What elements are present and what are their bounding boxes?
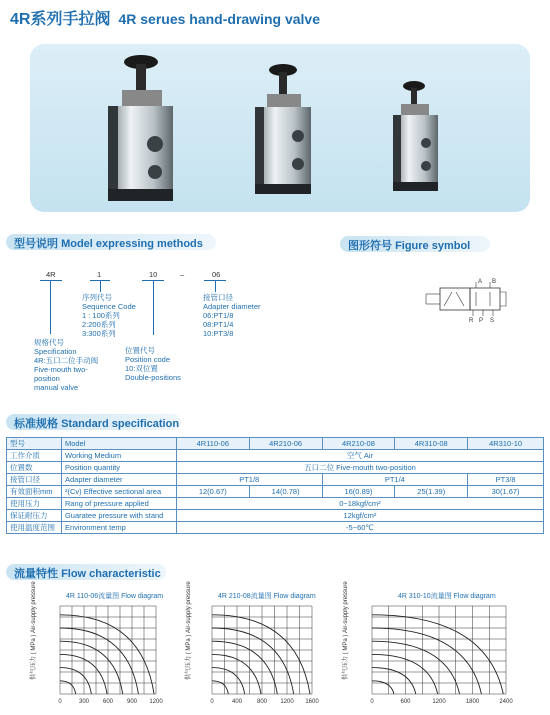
flow-curve [372, 615, 503, 694]
symbol-port-a: A [478, 279, 483, 285]
table-row: 型号 Model 4R110-06 4R210-06 4R210-08 4R310-08 4R310-10 [7, 438, 544, 450]
x-tick-label: 0 [58, 699, 62, 705]
symbol-port-r: R [469, 318, 474, 324]
flow-curve [212, 615, 310, 694]
flow-chart-2-ylabel: 供气压力 ( MPa ) Air-supply pressure [186, 581, 192, 680]
flow-curve [212, 668, 245, 694]
code-dash: – [180, 270, 185, 279]
valve-large [108, 55, 173, 201]
symbol-heading: 图形符号 Figure symbol [348, 240, 471, 252]
adapter-code-block: 接管口径 Adapter diameter 06:PT1/8 08:PT1/4 10:PT3/8 [203, 293, 261, 338]
flow-chart-1-title: 4R 110-06流量图 Flow diagram [66, 593, 164, 600]
table-row: 接管口径 Adapter diameter PT1/8 PT1/4 PT3/8 [7, 474, 544, 486]
flow-charts [0, 598, 550, 715]
product-photo [30, 44, 530, 212]
x-tick-label: 1200 [149, 699, 163, 705]
table-row: 有效面积mm ²(Cv) Effective sectional area 12(0.67) 14(0.78) 16(0.89) 25(1.39) 30(1.67) [7, 486, 544, 498]
model-heading: 型号说明 Model expressing methods [14, 238, 203, 250]
spec-table [6, 437, 544, 534]
code-adapter: 06 [212, 270, 221, 279]
valve-small [393, 81, 438, 191]
flow-curve [60, 668, 91, 694]
x-tick-label: 300 [78, 699, 90, 705]
symbol-port-p: P [479, 318, 484, 324]
x-tick-label: 1800 [465, 699, 480, 705]
x-tick-label: 600 [400, 699, 411, 705]
flow-chart-3 [370, 606, 513, 705]
table-row: 保证耐压力 Guaratee pressure with stand 12kgf/cm² [7, 510, 544, 522]
flow-curve [372, 668, 416, 694]
title-cn: 4R系列手拉阀 [10, 11, 111, 28]
flow-chart-1-ylabel: 供气压力 ( MPa ) Air-supply pressure [31, 581, 37, 680]
flow-chart-3-ylabel: 供气压力 ( MPa ) Air-supply pressure [343, 581, 349, 680]
symbol-port-s: S [490, 318, 495, 324]
valve-medium [255, 64, 311, 194]
x-tick-label: 800 [256, 699, 268, 705]
x-tick-label: 0 [370, 699, 374, 705]
x-tick-label: 1200 [280, 699, 294, 705]
flow-curve [372, 641, 460, 694]
flow-curve [60, 654, 107, 694]
flow-curve [60, 615, 154, 694]
table-row: 位置数 Position quantity 五口二位 Five-mouth two-position [7, 462, 544, 474]
x-tick-label: 900 [126, 699, 138, 705]
symbol-port-b: B [492, 279, 497, 285]
flow-chart-1 [58, 606, 163, 705]
x-tick-label: 1600 [305, 699, 319, 705]
flow-curve [372, 654, 438, 694]
flow-chart-2 [210, 606, 319, 705]
valve-symbol [418, 276, 520, 326]
table-row: 使用温度范围 Environment temp -5~60℃ [7, 522, 544, 534]
flow-curve [60, 641, 123, 694]
table-row: 工作介质 Working Medium 空气 Air [7, 450, 544, 462]
standard-heading: 标准规格 Standard specification [14, 418, 180, 430]
flow-heading: 流量特性 Flow characteristic [14, 568, 161, 580]
x-tick-label: 2400 [499, 699, 513, 705]
table-row: 使用压力 Rang of pressure applied 0~18kgf/cm² [7, 498, 544, 510]
flow-curve [212, 641, 277, 694]
spec-code-block: 规格代号 Specification 4R:五口二位手动阀 Five-mouth two- position manual valve [34, 338, 99, 392]
flow-chart-2-title: 4R 210-08流量图 Flow diagram [218, 593, 316, 600]
x-tick-label: 400 [231, 699, 243, 705]
code-position: 10 [149, 270, 158, 279]
code-series: 1 [97, 270, 102, 279]
flow-chart-3-title: 4R 310-10流量图 Flow diagram [398, 593, 496, 600]
code-prefix: 4R [46, 270, 56, 279]
flow-curve [212, 654, 261, 694]
x-tick-label: 0 [210, 699, 214, 705]
title-en: 4R serues hand-drawing valve [118, 11, 320, 27]
page-title [10, 6, 320, 29]
sequence-code-block: 序列代号 Sequence Code 1 : 100系列 2:200系列 3:300系列 [82, 293, 136, 338]
x-tick-label: 600 [102, 699, 114, 705]
position-code-block: 位置代号 Position code 10:双位置 Double-positions [125, 346, 181, 382]
x-tick-label: 1200 [432, 699, 446, 705]
